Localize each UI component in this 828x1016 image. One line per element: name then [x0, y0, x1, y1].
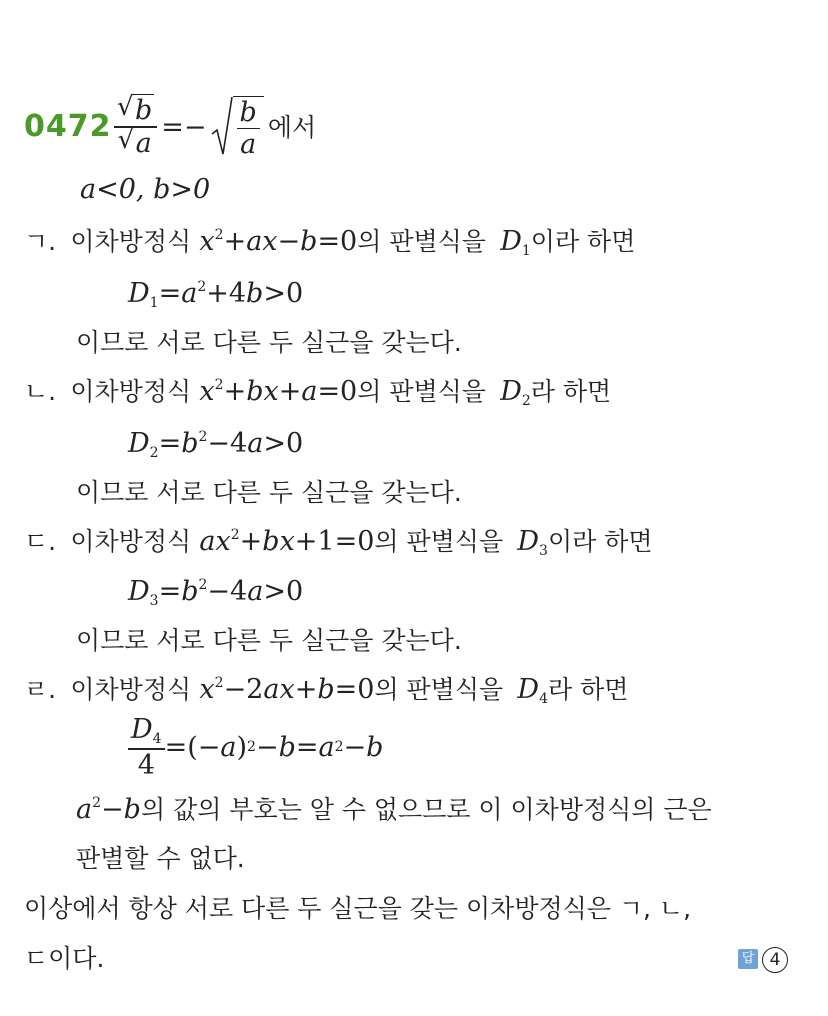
item-4-header: ㄹ. 이차방정식 $x^2-2ax+b=0$의 판별식을 $D_4$라 하면: [24, 674, 629, 707]
item-3-header: ㄷ. 이차방정식 $ax^2+bx+1=0$의 판별식을 $D_3$이라 하면: [24, 526, 653, 559]
item-4-conclusion-line-1: $a^2-b$의 값의 부호는 알 수 없으므로 이 이차방정식의 근은: [76, 794, 712, 825]
item-4-equation: $x^2-2ax+b=0$: [199, 674, 375, 705]
item-1-discriminant: $D_1=a^2+4b>0$: [128, 278, 304, 311]
answer-value: 4: [762, 947, 788, 973]
item-2-header: ㄴ. 이차방정식 $x^2+bx+a=0$의 판별식을 $D_2$라 하면: [24, 376, 612, 409]
item-1-header: ㄱ. 이차방정식 $x^2+ax-b=0$의 판별식을 $D_1$이라 하면: [24, 226, 636, 259]
item-2-conclusion: 이므로 서로 다른 두 실근을 갖는다.: [76, 478, 462, 507]
item-3-discriminant: $D_3=b^2-4a>0$: [128, 576, 304, 609]
condition-result: a<0, b>0: [80, 174, 211, 205]
item-4-conclusion-line-2: 판별할 수 없다.: [76, 844, 245, 873]
item-3-equation: $ax^2+bx+1=0$: [199, 526, 375, 557]
answer: [738, 944, 788, 973]
lhs-fraction: √ b √ a: [114, 97, 157, 157]
item-2-discriminant: $D_2=b^2-4a>0$: [128, 428, 304, 461]
summary-line-2: ㄷ이다.: [24, 944, 105, 973]
answer-badge: 답: [738, 949, 758, 969]
item-3-conclusion: 이므로 서로 다른 두 실근을 갖는다.: [76, 626, 462, 655]
item-1-conclusion: 이므로 서로 다른 두 실근을 갖는다.: [76, 328, 462, 357]
item-1-equation: $x^2+ax-b=0$: [199, 226, 358, 257]
condition-equation: √ b √ a =− $\frac{b}{a}$ 에서: [114, 92, 316, 162]
problem-number: 0472: [24, 109, 112, 144]
item-2-equation: $x^2+bx+a=0$: [199, 376, 358, 407]
condition-suffix: 에서: [267, 112, 317, 142]
rhs-sqrt: $\frac{b}{a}$: [211, 96, 264, 158]
item-4-discriminant: $\frac{D_4}{4}$ =(− a ) 2 − b = a 2 − b: [128, 714, 383, 780]
summary-line-1: 이상에서 항상 서로 다른 두 실근을 갖는 이차방정식은 ㄱ, ㄴ,: [24, 894, 692, 923]
